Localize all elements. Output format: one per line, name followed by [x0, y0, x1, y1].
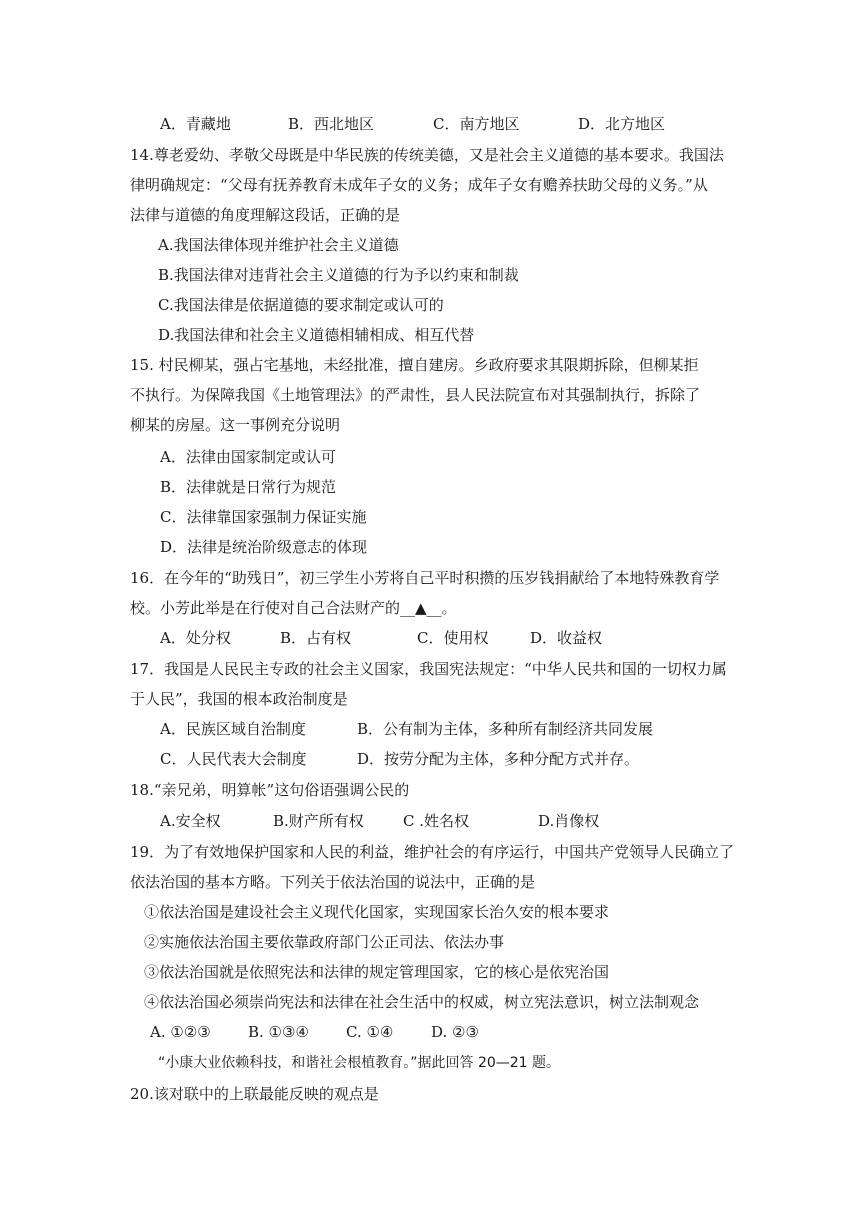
q15-option-a: A．法律由国家制定或认可	[160, 448, 336, 466]
q14-stem-line-3: 法律与道德的角度理解这段话，正确的是	[130, 206, 401, 224]
q13-option-c: C．南方地区	[433, 115, 520, 133]
q17-stem-line-1: 17．我国是人民民主专政的社会主义国家，我国宪法规定：“中华人民共和国的一切权力属	[130, 660, 727, 678]
q16-option-b: B．占有权	[280, 629, 352, 647]
q19-statement-3: ③依法治国就是依照宪法和法律的规定管理国家，它的核心是依宪治国	[144, 963, 610, 981]
q19-stem-line-1: 19．为了有效地保护国家和人民的利益，维护社会的有序运行，中国共产党领导人民确立了	[130, 843, 735, 861]
q14-stem-line-1: 14.尊老爱幼、孝敬父母既是中华民族的传统美德，又是社会主义道德的基本要求。我国法	[130, 146, 724, 164]
q15-option-b: B．法律就是日常行为规范	[160, 478, 337, 496]
q14-option-a: A.我国法律体现并维护社会主义道德	[158, 236, 399, 254]
q17-options-row-2	[160, 749, 639, 769]
q18-option-d: D.肖像权	[538, 812, 600, 830]
q18-stem: 18.“亲兄弟，明算帐”这句俗语强调公民的	[130, 781, 410, 799]
q19-option-b: B. ①③④	[248, 1023, 309, 1041]
q18-options	[160, 811, 599, 831]
q17-option-d: D．按劳分配为主体，多种分配方式并存。	[357, 750, 640, 768]
q16-option-a: A．处分权	[160, 629, 231, 647]
q17-option-b: B．公有制为主体，多种所有制经济共同发展	[357, 720, 654, 738]
q18-option-c: C .姓名权	[403, 812, 470, 830]
q15-option-d: D．法律是统治阶级意志的体现	[160, 538, 368, 556]
q14-option-b: B.我国法律对违背社会主义道德的行为予以约束和制裁	[158, 266, 519, 284]
q14-stem-line-2: 律明确规定：“父母有抚养教育未成年子女的义务；成年子女有赡养扶助父母的义务。”从	[130, 176, 708, 194]
q18-option-b: B.财产所有权	[273, 812, 364, 830]
q16-options	[160, 628, 602, 648]
q15-option-c: C．法律靠国家强制力保证实施	[160, 508, 367, 526]
q19-options	[150, 1022, 479, 1042]
q17-option-c: C．人民代表大会制度	[160, 750, 307, 768]
q16-option-d: D．收益权	[530, 629, 603, 647]
q19-statement-1: ①依法治国是建设社会主义现代化国家，实现国家长治久安的根本要求	[144, 903, 610, 921]
q19-option-a: A. ①②③	[150, 1023, 211, 1041]
q13-options	[160, 114, 665, 134]
q19-statement-2: ②实施依法治国主要依靠政府部门公正司法、依法办事	[144, 933, 505, 951]
q19-stem-line-2: 依法治国的基本方略。下列关于依法治国的说法中，正确的是	[130, 873, 536, 891]
q14-option-c: C.我国法律是依据道德的要求制定或认可的	[158, 296, 444, 314]
q16-stem-line-2: 校。小芳此举是在行使对自己合法财产的__▲__。	[130, 599, 457, 617]
q15-stem-line-1: 15. 村民柳某，强占宅基地，未经批准，擅自建房。乡政府要求其限期拆除，但柳某拒	[130, 356, 699, 374]
q17-stem-line-2: 于人民”，我国的根本政治制度是	[130, 690, 348, 708]
q14-option-d: D.我国法律和社会主义道德相辅相成、相互代替	[158, 326, 475, 344]
q19-option-c: C. ①④	[346, 1023, 394, 1041]
q13-option-a: A．青藏地	[160, 115, 231, 133]
q15-stem-line-3: 柳某的房屋。这一事例充分说明	[130, 416, 341, 434]
q20-21-intro: “小康大业依赖科技，和谐社会根植教育。”据此回答 20—21 题。	[158, 1055, 561, 1071]
q19-option-d: D. ②③	[431, 1023, 479, 1041]
q18-option-a: A.安全权	[160, 812, 221, 830]
q17-option-a: A．民族区域自治制度	[160, 720, 306, 738]
q13-option-d: D．北方地区	[578, 115, 666, 133]
q15-stem-line-2: 不执行。为保障我国《土地管理法》的严肃性，县人民法院宣布对其强制执行，拆除了	[130, 386, 701, 404]
q13-option-b: B．西北地区	[288, 115, 375, 133]
q19-statement-4: ④依法治国必须崇尚宪法和法律在社会生活中的权威，树立宪法意识，树立法制观念	[144, 993, 700, 1011]
q16-option-c: C．使用权	[417, 629, 489, 647]
q16-stem-line-1: 16．在今年的“助残日”，初三学生小芳将自己平时积攒的压岁钱捐献给了本地特殊教育学	[130, 569, 720, 587]
q20-stem: 20.该对联中的上联最能反映的观点是	[130, 1085, 379, 1103]
q17-options-row-1	[160, 719, 653, 739]
